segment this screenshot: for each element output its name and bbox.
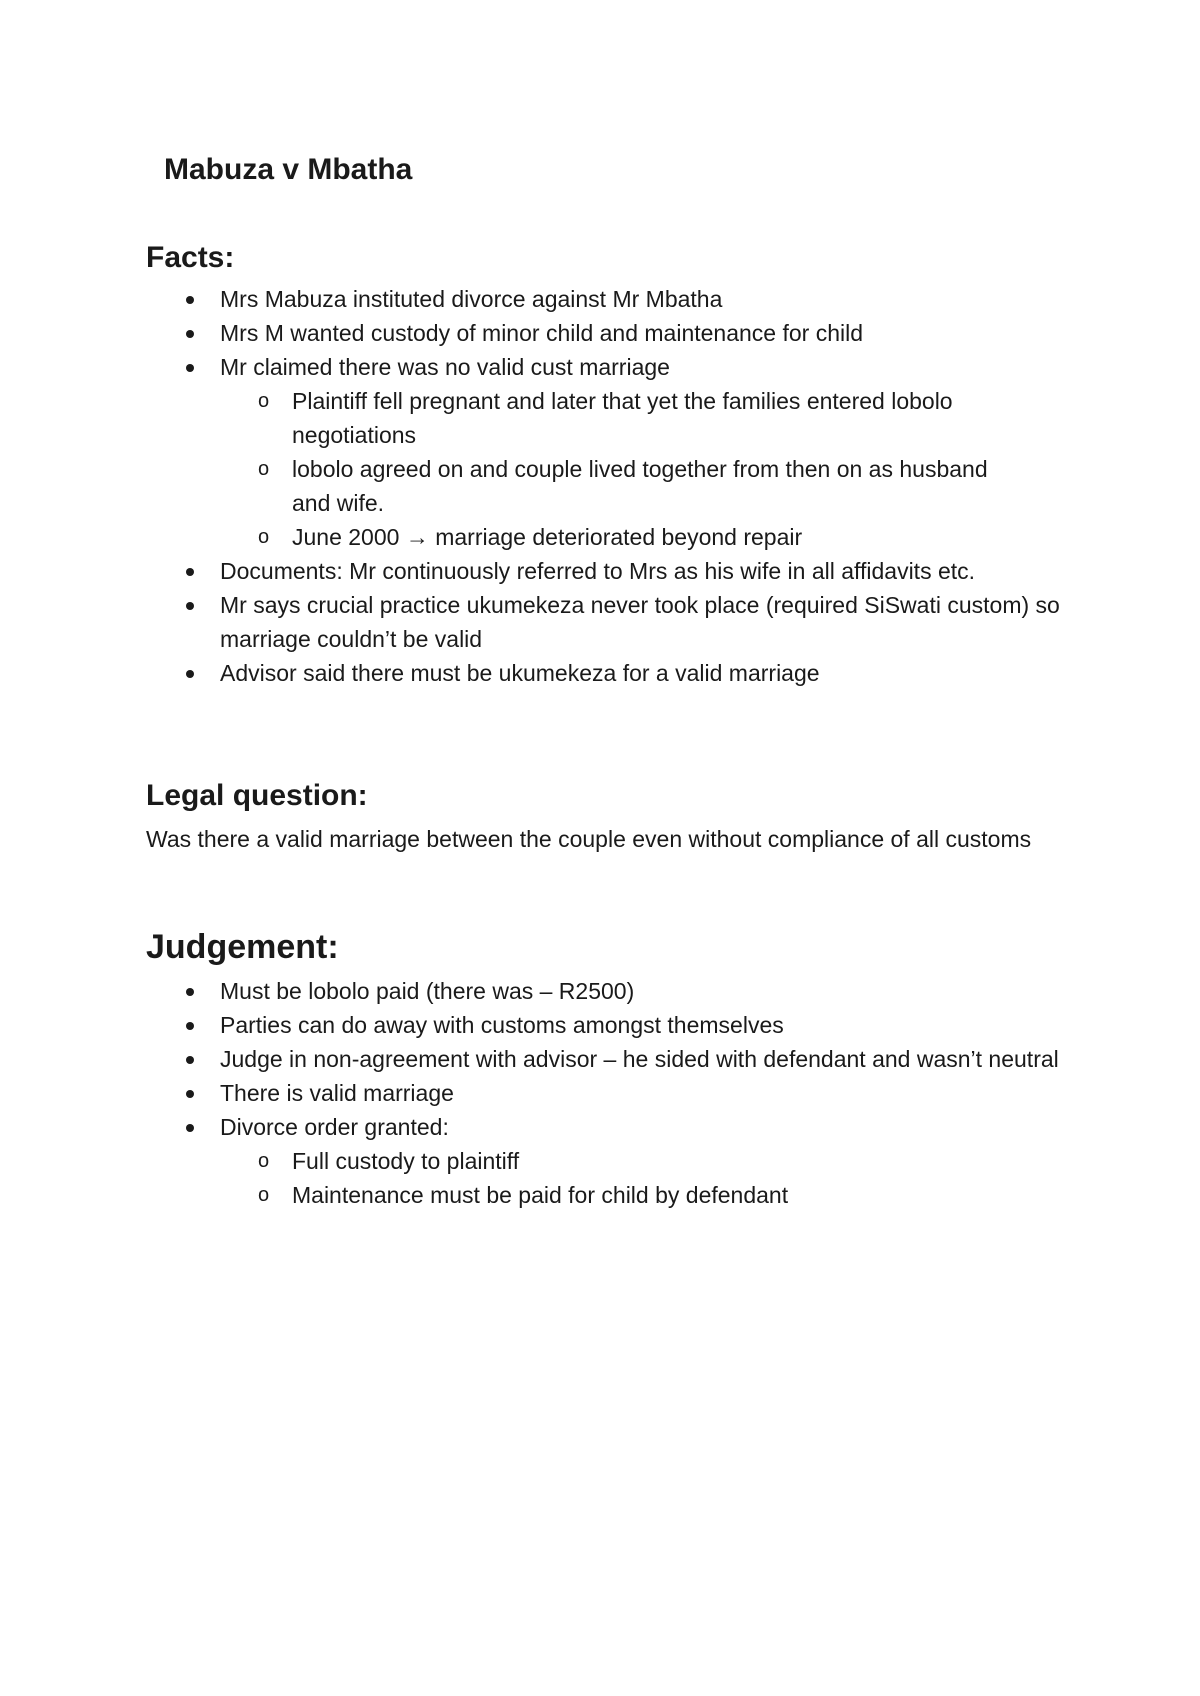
sub-list-item xyxy=(0,1178,1200,1212)
bullet-icon xyxy=(186,670,194,678)
judgement-list xyxy=(0,974,1200,1212)
arrow-right-icon: → xyxy=(405,524,429,550)
list-item-text: Full custody to plaintiff xyxy=(292,1148,520,1174)
bullet-icon xyxy=(186,602,194,610)
bullet-icon xyxy=(186,1124,194,1132)
sub-list-item xyxy=(0,1144,1200,1178)
list-item-text: Mr says crucial practice ukumekeza never took place (required SiSwati custom) so marriage couldn’t be valid xyxy=(220,592,1060,652)
sub-list-item xyxy=(0,520,1200,554)
list-item-text-pre: June 2000 xyxy=(292,524,400,550)
legal-question-heading: Legal question: xyxy=(146,779,368,812)
bullet-icon xyxy=(186,296,194,304)
sub-list-item xyxy=(0,452,1200,520)
judgement-heading: Judgement: xyxy=(146,928,339,966)
list-item xyxy=(0,1008,1200,1042)
list-item xyxy=(0,1076,1200,1110)
list-item xyxy=(0,1042,1200,1076)
list-item-text: Judge in non-agreement with advisor – he sided with defendant and wasn’t neutral xyxy=(220,1046,1059,1072)
list-item-text: Maintenance must be paid for child by defendant xyxy=(292,1182,789,1208)
list-item xyxy=(0,282,1200,316)
list-item-text: Advisor said there must be ukumekeza for a valid marriage xyxy=(220,660,820,686)
list-item xyxy=(0,350,1200,384)
list-item xyxy=(0,656,1200,690)
page-title: Mabuza v Mbatha xyxy=(164,153,413,186)
list-item xyxy=(0,974,1200,1008)
list-item-text-post: marriage deteriorated beyond repair xyxy=(435,524,803,550)
sub-bullet-icon: o xyxy=(258,390,270,412)
sub-bullet-icon: o xyxy=(258,1184,270,1206)
bullet-icon xyxy=(186,568,194,576)
list-item-text: Plaintiff fell pregnant and later that yet the families entered lobolo negotiations xyxy=(292,388,953,448)
bullet-icon xyxy=(186,1090,194,1098)
legal-question-text: Was there a valid marriage between the couple even without compliance of all customs xyxy=(146,826,1032,852)
list-item-text: Must be lobolo paid (there was – R2500) xyxy=(220,978,635,1004)
list-item-text: Mrs M wanted custody of minor child and maintenance for child xyxy=(220,320,864,346)
list-item xyxy=(0,316,1200,350)
list-item xyxy=(0,1110,1200,1144)
sub-bullet-icon: o xyxy=(258,458,270,480)
list-item-text: lobolo agreed on and couple lived together from then on as husband and wife. xyxy=(292,456,988,516)
facts-heading: Facts: xyxy=(146,241,235,274)
list-item-text: Documents: Mr continuously referred to Mrs as his wife in all affidavits etc. xyxy=(220,558,976,584)
facts-list xyxy=(0,282,1200,690)
bullet-icon xyxy=(186,330,194,338)
sub-bullet-icon: o xyxy=(258,1150,270,1172)
bullet-icon xyxy=(186,1022,194,1030)
bullet-icon xyxy=(186,1056,194,1064)
list-item-text: There is valid marriage xyxy=(220,1080,454,1106)
list-item-text: Mr claimed there was no valid cust marriage xyxy=(220,354,670,380)
list-item-text: Divorce order granted: xyxy=(220,1114,449,1140)
sub-list-item xyxy=(0,384,1200,452)
sub-bullet-icon: o xyxy=(258,526,270,548)
list-item-text: Parties can do away with customs amongst themselves xyxy=(220,1012,784,1038)
bullet-icon xyxy=(186,364,194,372)
bullet-icon xyxy=(186,988,194,996)
list-item-text: Mrs Mabuza instituted divorce against Mr Mbatha xyxy=(220,286,723,312)
list-item xyxy=(0,588,1200,656)
list-item xyxy=(0,554,1200,588)
